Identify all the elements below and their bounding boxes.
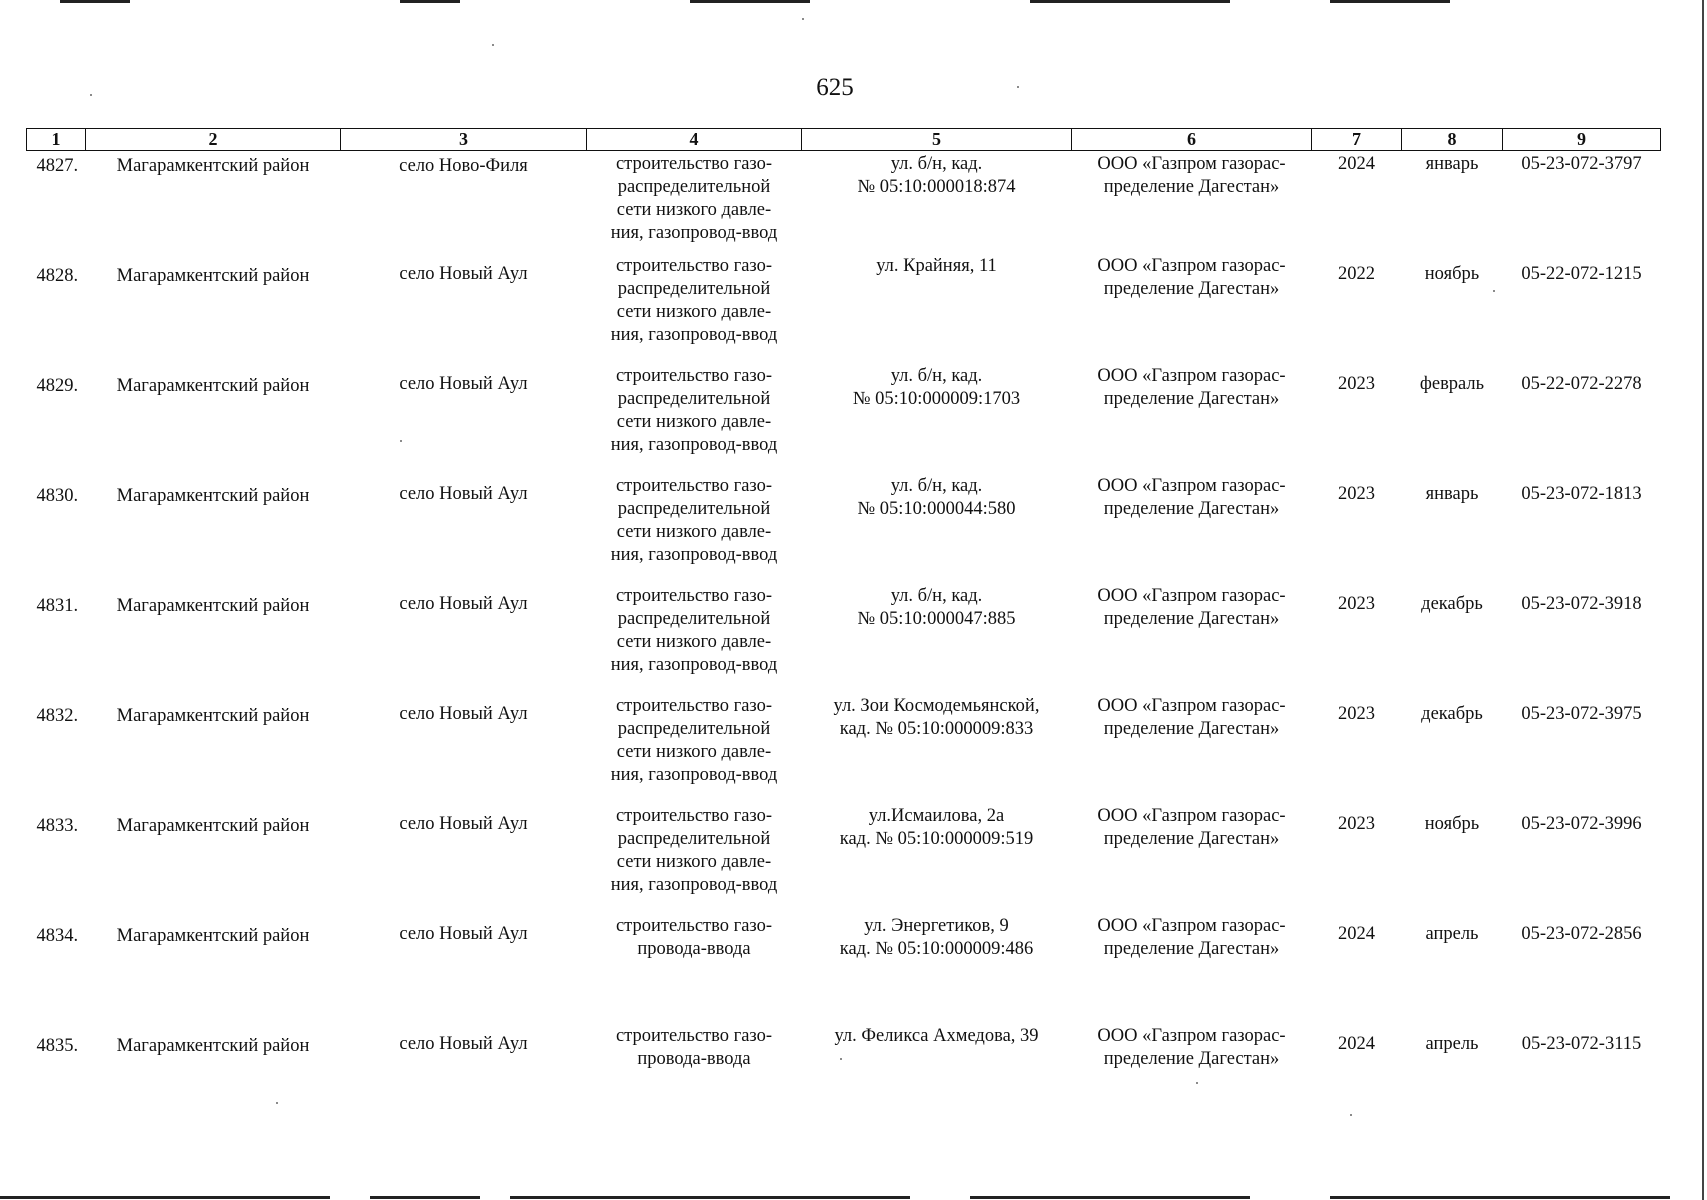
code-cell: 05-22-072-2278	[1521, 374, 1642, 394]
year-cell: 2022	[1338, 264, 1375, 284]
year-cell: 2023	[1338, 594, 1375, 614]
work-description-cell-line: строительство газо-	[615, 586, 773, 606]
code-cell: 05-23-072-2856	[1521, 924, 1642, 944]
work-description-cell-line: провода-ввода	[637, 1049, 751, 1069]
row-number: 4827.	[36, 156, 79, 176]
row-number: 4832.	[36, 706, 79, 726]
district-cell: Магарамкентский район	[116, 926, 310, 946]
address-cell	[802, 915, 1072, 1025]
village-cell: село Новый Аул	[399, 924, 528, 944]
village-cell: село Новый Аул	[399, 814, 528, 834]
address-cell-line: ул. Крайняя, 11	[876, 256, 997, 276]
organization-cell-line: ООО «Газпром газорас-	[1097, 806, 1286, 826]
organization-cell	[1072, 475, 1312, 585]
organization-cell-line: ООО «Газпром газорас-	[1097, 1026, 1286, 1046]
village-cell: село Новый Аул	[399, 704, 528, 724]
organization-cell-line: ООО «Газпром газорас-	[1097, 916, 1286, 936]
year-cell: 2023	[1338, 374, 1375, 394]
table-row	[27, 365, 1661, 475]
table-row	[27, 695, 1661, 805]
district-cell: Магарамкентский район	[116, 266, 310, 286]
village-cell: село Новый Аул	[399, 594, 528, 614]
work-description-cell-line: распределительной	[617, 609, 771, 629]
address-cell-line: ул. Феликса Ахмедова, 39	[834, 1026, 1039, 1046]
organization-cell	[1072, 255, 1312, 365]
scan-edge-bottom	[0, 1196, 1707, 1199]
table-row	[27, 805, 1661, 915]
address-cell-line: ул. б/н, кад.	[890, 366, 983, 386]
district-cell: Магарамкентский район	[116, 706, 310, 726]
district-cell: Магарамкентский район	[116, 816, 310, 836]
organization-cell-line: пределение Дагестан»	[1103, 1049, 1280, 1069]
month-cell: ноябрь	[1424, 264, 1480, 284]
table-row	[27, 475, 1661, 585]
month-cell: январь	[1425, 484, 1479, 504]
village-cell: село Новый Аул	[399, 484, 528, 504]
address-cell	[802, 585, 1072, 695]
code-cell: 05-22-072-1215	[1521, 264, 1642, 284]
address-cell-line: кад. № 05:10:000009:833	[839, 719, 1034, 739]
scan-mark	[60, 0, 130, 3]
header-row	[27, 129, 1661, 151]
month-cell: январь	[1425, 154, 1479, 174]
year-cell: 2023	[1338, 814, 1375, 834]
table-row	[27, 1025, 1661, 1135]
work-description-cell-line: строительство газо-	[615, 916, 773, 936]
organization-cell	[1072, 695, 1312, 805]
work-description-cell	[587, 695, 802, 805]
address-cell-line: № 05:10:000018:874	[857, 177, 1016, 197]
scan-edge-right	[1702, 0, 1704, 1200]
organization-cell-line: пределение Дагестан»	[1103, 829, 1280, 849]
header-col-1: 1	[27, 129, 86, 151]
organization-cell-line: пределение Дагестан»	[1103, 719, 1280, 739]
address-cell	[802, 695, 1072, 805]
scan-mark	[370, 1196, 480, 1199]
work-description-cell-line: строительство газо-	[615, 806, 773, 826]
code-cell: 05-23-072-3797	[1521, 154, 1642, 174]
code-cell: 05-23-072-1813	[1521, 484, 1642, 504]
scan-mark	[1030, 0, 1230, 3]
work-description-cell-line: распределительной	[617, 719, 771, 739]
row-number: 4828.	[36, 266, 79, 286]
work-description-cell	[587, 805, 802, 915]
row-number: 4831.	[36, 596, 79, 616]
address-cell-line: № 05:10:000044:580	[857, 499, 1016, 519]
row-number: 4833.	[36, 816, 79, 836]
address-cell	[802, 1025, 1072, 1135]
year-cell: 2024	[1338, 1034, 1375, 1054]
work-description-cell-line: строительство газо-	[615, 366, 773, 386]
scan-speck	[492, 44, 494, 46]
month-cell: декабрь	[1421, 594, 1483, 614]
organization-cell-line: ООО «Газпром газорас-	[1097, 476, 1286, 496]
address-cell	[802, 475, 1072, 585]
address-cell	[802, 255, 1072, 365]
table-row	[27, 255, 1661, 365]
organization-cell	[1072, 915, 1312, 1025]
scan-mark	[0, 1196, 330, 1199]
table-row	[27, 915, 1661, 1025]
organization-cell-line: ООО «Газпром газорас-	[1097, 586, 1286, 606]
address-cell-line: ул. Энергетиков, 9	[864, 916, 1009, 936]
address-cell-line: ул. Зои Космодемьянской,	[833, 696, 1040, 716]
work-description-cell-line: ния, газопровод-ввод	[610, 765, 778, 785]
month-cell: ноябрь	[1424, 814, 1480, 834]
work-description-cell	[587, 255, 802, 365]
table-row	[27, 151, 1661, 256]
organization-cell	[1072, 585, 1312, 695]
district-cell: Магарамкентский район	[116, 376, 310, 396]
header-col-2: 2	[86, 129, 341, 151]
address-cell	[802, 151, 1072, 256]
organization-cell-line: ООО «Газпром газорас-	[1097, 696, 1286, 716]
month-cell: апрель	[1425, 924, 1479, 944]
work-description-cell-line: ния, газопровод-ввод	[610, 875, 778, 895]
work-description-cell-line: распределительной	[617, 499, 771, 519]
district-cell: Магарамкентский район	[116, 156, 310, 176]
organization-cell-line: пределение Дагестан»	[1103, 279, 1280, 299]
address-cell-line: кад. № 05:10:000009:486	[839, 939, 1034, 959]
scan-mark	[1330, 0, 1450, 3]
work-description-cell-line: распределительной	[617, 829, 771, 849]
organization-cell-line: пределение Дагестан»	[1103, 389, 1280, 409]
village-cell: село Ново-Филя	[399, 156, 528, 176]
organization-cell-line: пределение Дагестан»	[1103, 499, 1280, 519]
work-description-cell-line: распределительной	[617, 177, 771, 197]
year-cell: 2024	[1338, 154, 1375, 174]
work-description-cell-line: строительство газо-	[615, 1026, 773, 1046]
work-description-cell-line: ния, газопровод-ввод	[610, 545, 778, 565]
work-description-cell-line: сети низкого давле-	[616, 200, 772, 220]
address-cell	[802, 365, 1072, 475]
work-description-cell-line: строительство газо-	[615, 154, 773, 174]
address-cell	[802, 805, 1072, 915]
work-description-cell-line: ния, газопровод-ввод	[610, 223, 778, 243]
work-description-cell	[587, 1025, 802, 1135]
header-col-8: 8	[1402, 129, 1503, 151]
work-description-cell	[587, 585, 802, 695]
registry-table	[26, 128, 1661, 1135]
year-cell: 2023	[1338, 704, 1375, 724]
code-cell: 05-23-072-3115	[1521, 1034, 1642, 1054]
address-cell-line: ул. б/н, кад.	[890, 476, 983, 496]
address-cell-line: ул.Исмаилова, 2а	[868, 806, 1005, 826]
organization-cell-line: ООО «Газпром газорас-	[1097, 366, 1286, 386]
work-description-cell-line: ния, газопровод-ввод	[610, 655, 778, 675]
work-description-cell-line: строительство газо-	[615, 476, 773, 496]
village-cell: село Новый Аул	[399, 1034, 528, 1054]
row-number: 4830.	[36, 486, 79, 506]
month-cell: декабрь	[1421, 704, 1483, 724]
header-col-6: 6	[1072, 129, 1312, 151]
organization-cell-line: пределение Дагестан»	[1103, 177, 1280, 197]
header-col-9: 9	[1503, 129, 1661, 151]
scan-mark	[970, 1196, 1250, 1199]
organization-cell	[1072, 805, 1312, 915]
organization-cell	[1072, 151, 1312, 256]
header-col-3: 3	[341, 129, 587, 151]
village-cell: село Новый Аул	[399, 374, 528, 394]
row-number: 4834.	[36, 926, 79, 946]
work-description-cell-line: распределительной	[617, 389, 771, 409]
year-cell: 2023	[1338, 484, 1375, 504]
header-col-4: 4	[587, 129, 802, 151]
scan-mark	[1330, 1196, 1670, 1199]
code-cell: 05-23-072-3996	[1521, 814, 1642, 834]
code-cell: 05-23-072-3975	[1521, 704, 1642, 724]
year-cell: 2024	[1338, 924, 1375, 944]
work-description-cell-line: сети низкого давле-	[616, 522, 772, 542]
work-description-cell-line: сети низкого давле-	[616, 412, 772, 432]
table-header	[27, 129, 1661, 151]
month-cell: февраль	[1419, 374, 1485, 394]
month-cell: апрель	[1425, 1034, 1479, 1054]
header-col-7: 7	[1312, 129, 1402, 151]
scan-edge-top	[0, 0, 1707, 3]
work-description-cell	[587, 151, 802, 256]
row-number: 4835.	[36, 1036, 79, 1056]
code-cell: 05-23-072-3918	[1521, 594, 1642, 614]
address-cell-line: кад. № 05:10:000009:519	[839, 829, 1034, 849]
work-description-cell-line: ния, газопровод-ввод	[610, 435, 778, 455]
district-cell: Магарамкентский район	[116, 1036, 310, 1056]
work-description-cell	[587, 365, 802, 475]
work-description-cell-line: сети низкого давле-	[616, 302, 772, 322]
work-description-cell-line: сети низкого давле-	[616, 742, 772, 762]
work-description-cell-line: провода-ввода	[637, 939, 751, 959]
page-number: 625	[816, 74, 854, 101]
district-cell: Магарамкентский район	[116, 486, 310, 506]
organization-cell-line: пределение Дагестан»	[1103, 939, 1280, 959]
organization-cell	[1072, 365, 1312, 475]
header-col-5: 5	[802, 129, 1072, 151]
address-cell-line: № 05:10:000009:1703	[852, 389, 1021, 409]
work-description-cell-line: строительство газо-	[615, 696, 773, 716]
work-description-cell	[587, 475, 802, 585]
organization-cell-line: ООО «Газпром газорас-	[1097, 154, 1286, 174]
scan-mark	[690, 0, 810, 3]
row-number: 4829.	[36, 376, 79, 396]
address-cell-line: ул. б/н, кад.	[890, 586, 983, 606]
table-row	[27, 585, 1661, 695]
work-description-cell-line: ния, газопровод-ввод	[610, 325, 778, 345]
table-body	[27, 151, 1661, 1136]
work-description-cell-line: сети низкого давле-	[616, 852, 772, 872]
scan-mark	[400, 0, 460, 3]
scan-speck	[802, 18, 804, 20]
district-cell: Магарамкентский район	[116, 596, 310, 616]
organization-cell	[1072, 1025, 1312, 1135]
address-cell-line: № 05:10:000047:885	[857, 609, 1016, 629]
organization-cell-line: ООО «Газпром газорас-	[1097, 256, 1286, 276]
work-description-cell-line: сети низкого давле-	[616, 632, 772, 652]
work-description-cell-line: строительство газо-	[615, 256, 773, 276]
work-description-cell	[587, 915, 802, 1025]
address-cell-line: ул. б/н, кад.	[890, 154, 983, 174]
village-cell: село Новый Аул	[399, 264, 528, 284]
organization-cell-line: пределение Дагестан»	[1103, 609, 1280, 629]
work-description-cell-line: распределительной	[617, 279, 771, 299]
scan-mark	[510, 1196, 910, 1199]
